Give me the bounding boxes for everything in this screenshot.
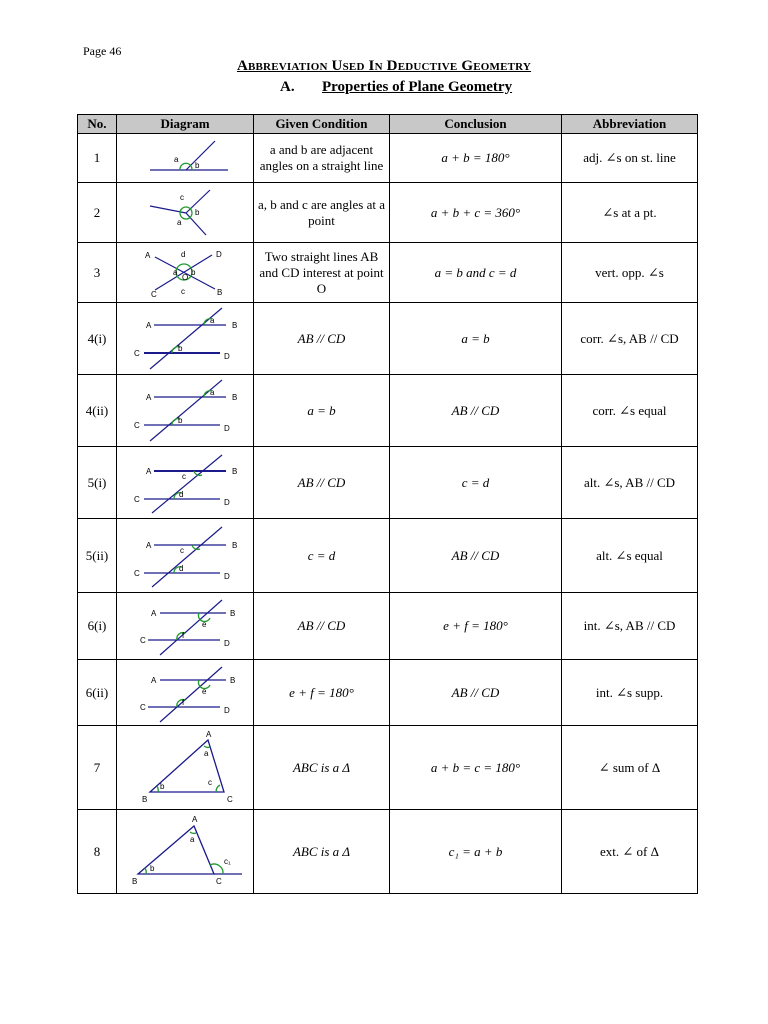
diagram-alternate-angles [117, 447, 254, 519]
diagram-label: A [146, 392, 152, 402]
section-number: A. [280, 79, 295, 95]
conclusion: a = b and c = d [390, 243, 562, 303]
diagram-label: B [232, 320, 238, 330]
header-conclusion: Conclusion [390, 115, 562, 134]
header-diagram: Diagram [117, 115, 254, 134]
row-number: 1 [78, 134, 117, 183]
diagram-label: C [134, 494, 140, 504]
geometry-abbreviation-table [77, 114, 698, 894]
table-row [78, 243, 698, 303]
diagram-interior-angles-supplementary [117, 660, 254, 726]
conclusion: a = b [390, 303, 562, 375]
diagram-line [152, 527, 222, 587]
given-condition: AB // CD [254, 447, 390, 519]
angle-arc [216, 785, 220, 792]
diagram-label: b [195, 161, 200, 170]
row-number: 3 [78, 243, 117, 303]
diagram-label: B [232, 466, 238, 476]
corresponding-angles-equal-diagram [120, 377, 250, 445]
header-given-condition: Given Condition [254, 115, 390, 134]
abbreviation: adj. ∠s on st. line [562, 134, 698, 183]
diagram-corresponding-angles [117, 303, 254, 375]
angle-arc [157, 786, 158, 792]
diagram-label: D [224, 497, 230, 507]
diagram-label: A [146, 320, 152, 330]
diagram-label: c [181, 286, 185, 296]
given-condition: ABC is a Δ [254, 810, 390, 894]
conclusion: AB // CD [390, 375, 562, 447]
diagram-label: A [192, 814, 198, 824]
given-condition: a and b are adjacent angles on a straight line [254, 134, 390, 183]
conclusion: AB // CD [390, 660, 562, 726]
diagram-label: a [210, 387, 215, 397]
page-number: Page 46 [83, 44, 122, 58]
angle-arc [191, 166, 192, 170]
diagram-label: B [232, 540, 238, 550]
abbreviation: corr. ∠s equal [562, 375, 698, 447]
abbreviation: corr. ∠s, AB // CD [562, 303, 698, 375]
abbreviation: ext. ∠ of Δ [562, 810, 698, 894]
table-row [78, 447, 698, 519]
diagram-adjacent-angles [117, 134, 254, 183]
diagram-label: D [224, 571, 230, 581]
diagram-label: a [174, 155, 179, 164]
angle-arc [145, 868, 146, 874]
table-row [78, 519, 698, 593]
section-title: Properties of Plane Geometry [322, 79, 513, 95]
given-condition: c = d [254, 519, 390, 593]
diagram-label: B [230, 675, 236, 685]
corresponding-angles-diagram [120, 305, 250, 373]
diagram-label: D [224, 351, 230, 361]
diagram-label: O [182, 272, 189, 282]
diagram-label: a [210, 315, 215, 325]
row-number: 5(i) [78, 447, 117, 519]
interior-angles-supp-diagram [120, 662, 250, 724]
table-row [78, 726, 698, 810]
diagram-label: d [179, 563, 184, 573]
table-row [78, 134, 698, 183]
diagram-label: f [182, 697, 185, 707]
diagram-label: C [134, 420, 140, 430]
header-abbreviation: Abbreviation [562, 115, 698, 134]
table-row [78, 183, 698, 243]
abbreviation: ∠s at a pt. [562, 183, 698, 243]
conclusion: e + f = 180° [390, 593, 562, 660]
diagram-label: D [224, 705, 230, 715]
diagram-label: C [134, 348, 140, 358]
diagram-label: B [230, 608, 236, 618]
given-condition: AB // CD [254, 593, 390, 660]
diagram-alternate-angles-equal [117, 519, 254, 593]
diagram-label: C [134, 568, 140, 578]
alternate-angles-diagram [120, 449, 250, 517]
diagram-label: D [224, 423, 230, 433]
exterior-angle-diagram [120, 812, 250, 892]
section-heading [280, 79, 512, 96]
diagram-label: B [142, 794, 148, 804]
diagram-label: A [206, 729, 212, 739]
diagram-label: D [216, 249, 222, 259]
diagram-line [152, 455, 222, 513]
diagram-label: c [208, 777, 212, 787]
diagram-label: e [202, 619, 207, 629]
given-condition: AB // CD [254, 303, 390, 375]
diagram-label: a [173, 267, 178, 277]
adjacent-angles-diagram [120, 135, 250, 181]
diagram-label: a [190, 834, 195, 844]
diagram-label: c [180, 192, 184, 202]
abbreviation: vert. opp. ∠s [562, 243, 698, 303]
diagram-label: c [180, 545, 184, 555]
diagram-label: a [177, 217, 182, 227]
diagram-label: a [204, 748, 209, 758]
angle-arc [204, 746, 210, 747]
diagram-label: b [178, 343, 183, 353]
diagram-label: B [132, 876, 138, 886]
given-condition: ABC is a Δ [254, 726, 390, 810]
header-no: No. [78, 115, 117, 134]
diagram-angle-sum-triangle [117, 726, 254, 810]
diagram-label: e [202, 686, 207, 696]
diagram-label: b [150, 863, 155, 873]
diagram-label: C [140, 702, 146, 712]
table-row [78, 660, 698, 726]
conclusion: a + b + c = 360° [390, 183, 562, 243]
given-condition: a, b and c are angles at a point [254, 183, 390, 243]
diagram-label: A [145, 250, 151, 260]
diagram-label: d [181, 249, 186, 259]
angle-arc [190, 832, 196, 833]
row-number: 8 [78, 810, 117, 894]
given-condition: a = b [254, 375, 390, 447]
conclusion: a + b = c = 180° [390, 726, 562, 810]
diagram-label: B [232, 392, 238, 402]
conclusion: c₁ = a + b [390, 810, 562, 894]
diagram-label: f [182, 630, 185, 640]
table-row [78, 303, 698, 375]
diagram-exterior-angle [117, 810, 254, 894]
table-row [78, 810, 698, 894]
diagram-label: A [146, 540, 152, 550]
diagram-label: c₁ [224, 856, 231, 866]
diagram-interior-angles [117, 593, 254, 660]
diagram-label: C [227, 794, 233, 804]
table-header-row [78, 115, 698, 134]
diagram-label: b [195, 207, 200, 217]
diagram-label: d [179, 489, 184, 499]
diagram-line [160, 600, 222, 655]
abbreviation: ∠ sum of Δ [562, 726, 698, 810]
abbreviation: alt. ∠s, AB // CD [562, 447, 698, 519]
angle-sum-triangle-diagram [120, 728, 250, 808]
diagram-label: B [217, 287, 223, 297]
diagram-label: C [216, 876, 222, 886]
table-row [78, 375, 698, 447]
diagram-label: b [160, 781, 165, 791]
diagram-label: A [151, 608, 157, 618]
diagram-label: C [151, 289, 157, 299]
given-condition: e + f = 180° [254, 660, 390, 726]
abbreviation: int. ∠s supp. [562, 660, 698, 726]
diagram-corresponding-angles-equal [117, 375, 254, 447]
row-number: 6(ii) [78, 660, 117, 726]
row-number: 5(ii) [78, 519, 117, 593]
angles-at-point-diagram [120, 185, 250, 241]
diagram-label: A [151, 675, 157, 685]
abbreviation: alt. ∠s equal [562, 519, 698, 593]
page-title: Abbreviation Used In Deductive Geometry [236, 58, 532, 74]
diagram-angles-at-point [117, 183, 254, 243]
diagram-label: A [146, 466, 152, 476]
vertically-opposite-diagram [120, 245, 250, 301]
conclusion: a + b = 180° [390, 134, 562, 183]
row-number: 4(ii) [78, 375, 117, 447]
table-row [78, 593, 698, 660]
row-number: 2 [78, 183, 117, 243]
given-condition: Two straight lines AB and CD interest at point O [254, 243, 390, 303]
row-number: 6(i) [78, 593, 117, 660]
diagram-line [160, 667, 222, 722]
conclusion: AB // CD [390, 519, 562, 593]
diagram-label: b [178, 415, 183, 425]
conclusion: c = d [390, 447, 562, 519]
row-number: 4(i) [78, 303, 117, 375]
abbreviation: int. ∠s, AB // CD [562, 593, 698, 660]
diagram-label: c [182, 471, 186, 481]
alternate-angles-equal-diagram [120, 521, 250, 591]
diagram-label: b [191, 267, 196, 277]
diagram-label: D [224, 638, 230, 648]
interior-angles-diagram [120, 595, 250, 658]
diagram-vertically-opposite [117, 243, 254, 303]
diagram-label: C [140, 635, 146, 645]
row-number: 7 [78, 726, 117, 810]
